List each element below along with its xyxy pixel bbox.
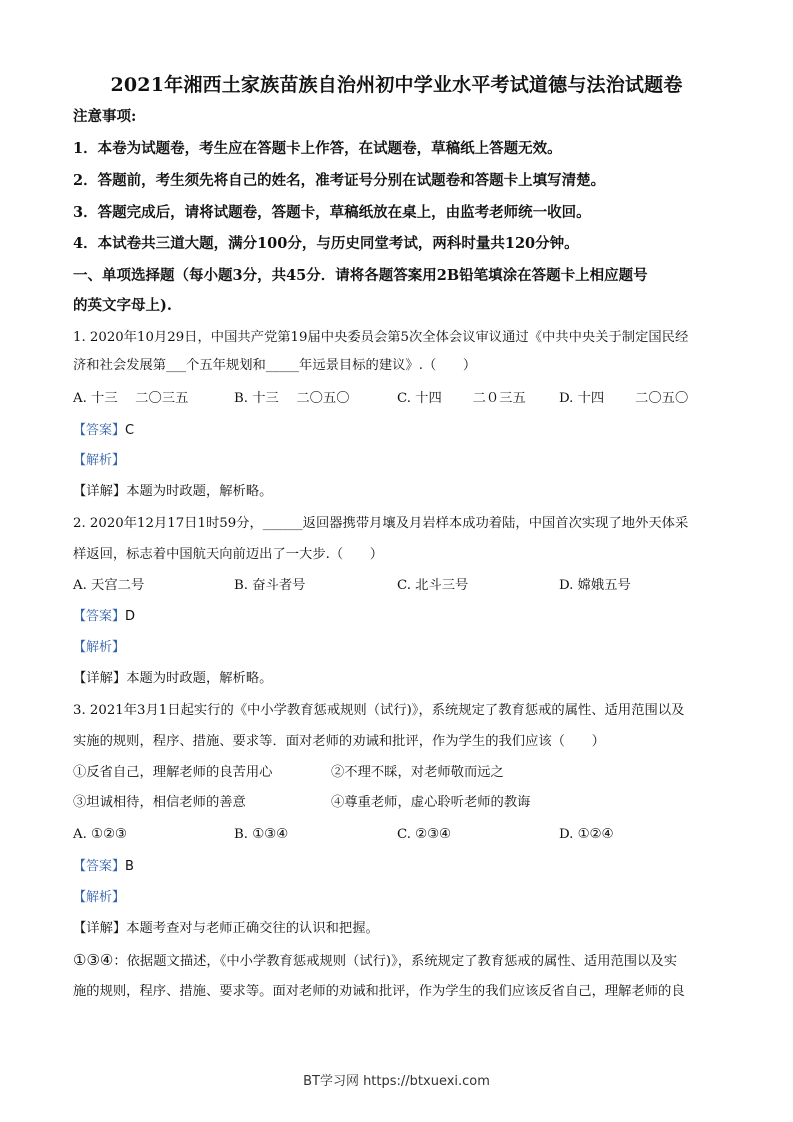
q3-option-c: C. ②③④ xyxy=(397,827,451,842)
q3-option-b: B. ①③④ xyxy=(234,827,288,842)
q3-stem-line-1: 3. 2021年3月1日起实行的《中小学教育惩戒规则（试行)》，系统规定了教育惩戒的属性、适用范围以及 xyxy=(73,703,685,718)
q2-option-a: A. 天宫二号 xyxy=(73,578,145,593)
section-heading-line-1: 一、单项选择题（每小题3分，共45分．请将各题答案用2B铅笔填涂在答题卡上相应题号 xyxy=(73,267,648,284)
q3-explain-line-1 xyxy=(73,950,723,972)
q1-option-c: C. 十四 二０三五 xyxy=(397,391,526,406)
q2-stem-line-2: 样返回，标志着中国航天向前迈出了一大步.（ ） xyxy=(73,547,384,562)
detail-tag: 【详解】 xyxy=(73,671,127,686)
notice-item-3: 3．答题完成后，请将试题卷，答题卡，草稿纸放在桌上，由监考老师统一收回。 xyxy=(73,204,591,221)
q2-analysis-tag: 【解析】 xyxy=(73,640,126,655)
q3-detail-row xyxy=(73,919,723,939)
q3-statement-3: ③坦诚相待，相信老师的善意 xyxy=(73,795,246,810)
q3-statement-4: ④尊重老师，虚心聆听老师的教诲 xyxy=(331,795,531,810)
q1-option-d: D. 十四 二〇五〇 xyxy=(559,391,689,406)
q2-option-b: B. 奋斗者号 xyxy=(234,578,306,593)
q3-option-a: A. ①②③ xyxy=(73,827,127,842)
q3-option-d: D. ①②④ xyxy=(559,827,614,842)
answer-tag: 【答案】 xyxy=(73,859,126,874)
section-heading-line-2: 的英文字母上). xyxy=(73,297,172,314)
q2-answer-value: D xyxy=(125,609,136,624)
page-title: 2021年湘西土家族苗族自治州初中学业水平考试道德与法治试题卷 xyxy=(110,74,683,96)
notice-item-4: 4．本试卷共三道大题，满分100分，与历史同堂考试，两科时量共120分钟。 xyxy=(73,235,579,252)
q3-answer-value: B xyxy=(125,859,134,874)
q1-analysis-tag: 【解析】 xyxy=(73,453,126,468)
q1-stem-line-1: 1. 2020年10月29日，中国共产党第19届中央委员会第5次全体会议审议通过《中共中央关于制定国民经 xyxy=(73,330,689,345)
detail-tag: 【详解】 xyxy=(73,921,127,936)
q3-statement-1: ①反省自己，理解老师的良苦用心 xyxy=(73,765,273,780)
q3-analysis-tag: 【解析】 xyxy=(73,890,126,905)
q2-detail-text: 本题为时政题，解析略。 xyxy=(126,671,273,686)
answer-tag: 【答案】 xyxy=(73,609,126,624)
detail-tag: 【详解】 xyxy=(73,484,127,499)
q1-stem-line-2: 济和社会发展第___个五年规划和_____年远景目标的建议》.（ ） xyxy=(73,358,477,373)
q3-explain-line-2: 施的规则，程序、措施、要求等。面对老师的劝诫和批评，作为学生的我们应该反省自己，理解老师的良 xyxy=(73,984,685,999)
q1-detail-row xyxy=(73,482,723,502)
q3-statement-2: ②不理不睬，对老师敬而远之 xyxy=(331,765,504,780)
q2-option-d: D. 嫦娥五号 xyxy=(559,578,631,593)
answer-tag: 【答案】 xyxy=(73,423,126,438)
q1-option-b: B. 十三 二〇五〇 xyxy=(234,391,350,406)
q3-stem-line-2: 实施的规则，程序、措施、要求等．面对老师的劝诫和批评，作为学生的我们应该（ ） xyxy=(73,734,605,749)
q1-option-a: A. 十三 二〇三五 xyxy=(73,391,189,406)
q3-explain-marks: ①③④ xyxy=(73,951,114,969)
notice-item-2: 2．答题前，考生须先将自己的姓名，准考证号分别在试题卷和答题卡上填写清楚。 xyxy=(73,172,606,189)
q2-detail-row xyxy=(73,669,723,689)
notice-item-1: 1．本卷为试题卷，考生应在答题卡上作答，在试题卷，草稿纸上答题无效。 xyxy=(73,140,562,157)
q3-answer-row xyxy=(73,857,723,877)
q3-detail-text: 本题考查对与老师正确交往的认识和把握。 xyxy=(126,921,379,936)
notice-heading: 注意事项: xyxy=(73,108,137,125)
q2-stem-line-1: 2. 2020年12月17日1时59分，______返回器携带月壤及月岩样本成功着陆，中国首次实现了地外天体采 xyxy=(73,516,689,531)
q1-answer-row xyxy=(73,421,723,441)
q1-answer-value: C xyxy=(125,423,135,438)
q2-answer-row xyxy=(73,607,723,627)
q2-option-c: C. 北斗三号 xyxy=(397,578,469,593)
q1-detail-text: 本题为时政题，解析略。 xyxy=(126,484,273,499)
site-footer: BT学习网 https://btxuexi.com xyxy=(303,1074,490,1089)
q3-explain-text-1: ：依据题文描述，《中小学教育惩戒规则（试行)》，系统规定了教育惩戒的属性、适用范围以及实 xyxy=(113,954,677,969)
